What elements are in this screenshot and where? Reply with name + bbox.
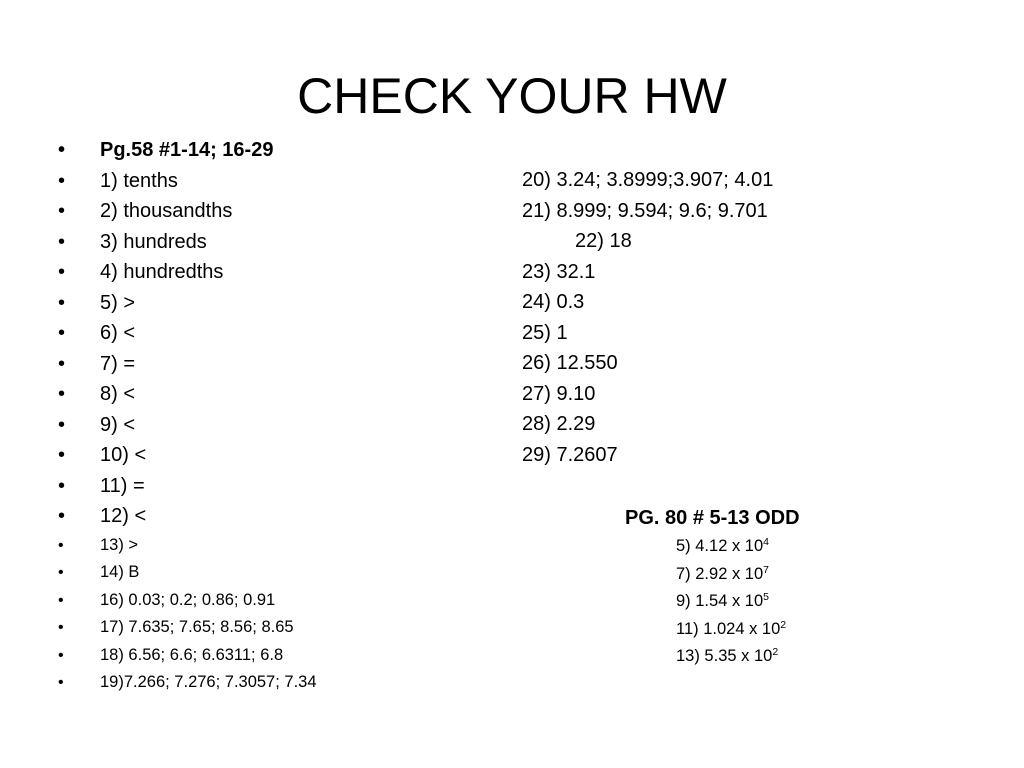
- list-item: • 11) =: [58, 471, 317, 502]
- sci-exponent: 2: [780, 618, 787, 631]
- list-item: • 19)7.266; 7.276; 7.3057; 7.34: [58, 669, 317, 697]
- list-item: • 4) hundredths: [58, 257, 317, 288]
- list-item: • 13) >: [58, 532, 317, 560]
- answer-item: 21) 8.999; 9.594; 9.6; 9.701: [522, 199, 768, 222]
- list-item: • 1) tenths: [58, 166, 317, 197]
- sci-base: 5) 4.12 x 10: [676, 537, 764, 555]
- list-item: • 14) B: [58, 559, 317, 587]
- answer-item: 29) 7.2607: [522, 443, 618, 466]
- sci-base: 9) 1.54 x 10: [676, 592, 764, 610]
- sci-notation-item: [676, 643, 778, 670]
- list-item: • 12) <: [58, 501, 317, 532]
- sci-exponent: 2: [772, 646, 779, 658]
- list-item: • 8) <: [58, 379, 317, 410]
- sci-exponent: 5: [763, 591, 769, 603]
- sci-notation-item: [676, 561, 769, 588]
- answer-item: 26) 12.550: [522, 352, 618, 374]
- section-heading: PG. 80 # 5-13 ODD: [625, 507, 800, 529]
- sci-exponent: 7: [763, 563, 769, 576]
- list-item: • 3) hundreds: [58, 227, 317, 258]
- sci-notation-item: [676, 533, 769, 560]
- sci-base: 7) 2.92 x 10: [676, 564, 764, 583]
- answer-list-left: [58, 135, 317, 697]
- sci-notation-item: [676, 588, 769, 615]
- list-heading: • Pg.58 #1-14; 16-29: [58, 135, 317, 166]
- sci-base: 13) 5.35 x 10: [676, 647, 773, 665]
- list-item: • 18) 6.56; 6.6; 6.6311; 6.8: [58, 642, 317, 670]
- sci-exponent: 4: [763, 536, 769, 548]
- answer-item: 27) 9.10: [522, 382, 596, 405]
- list-item: • 10) <: [58, 440, 317, 471]
- list-item: • 7) =: [58, 349, 317, 380]
- sci-base: 11) 1.024 x 10: [676, 619, 781, 638]
- list-item: • 17) 7.635; 7.65; 8.56; 8.65: [58, 614, 317, 642]
- slide-title: CHECK YOUR HW: [297, 68, 727, 124]
- answer-item: 28) 2.29: [522, 413, 596, 435]
- list-item: • 2) thousandths: [58, 196, 317, 227]
- answer-item: 23) 32.1: [522, 260, 596, 283]
- list-item: • 5) >: [58, 288, 317, 319]
- answer-item: 25) 1: [522, 321, 568, 344]
- list-item: • 16) 0.03; 0.2; 0.86; 0.91: [58, 587, 317, 615]
- list-item: • 9) <: [58, 410, 317, 441]
- sci-notation-item: [676, 616, 786, 643]
- answer-item: 22) 18: [575, 230, 632, 252]
- answer-item: 24) 0.3: [522, 291, 585, 313]
- answer-item: 20) 3.24; 3.8999;3.907; 4.01: [522, 169, 774, 191]
- list-item: • 6) <: [58, 318, 317, 349]
